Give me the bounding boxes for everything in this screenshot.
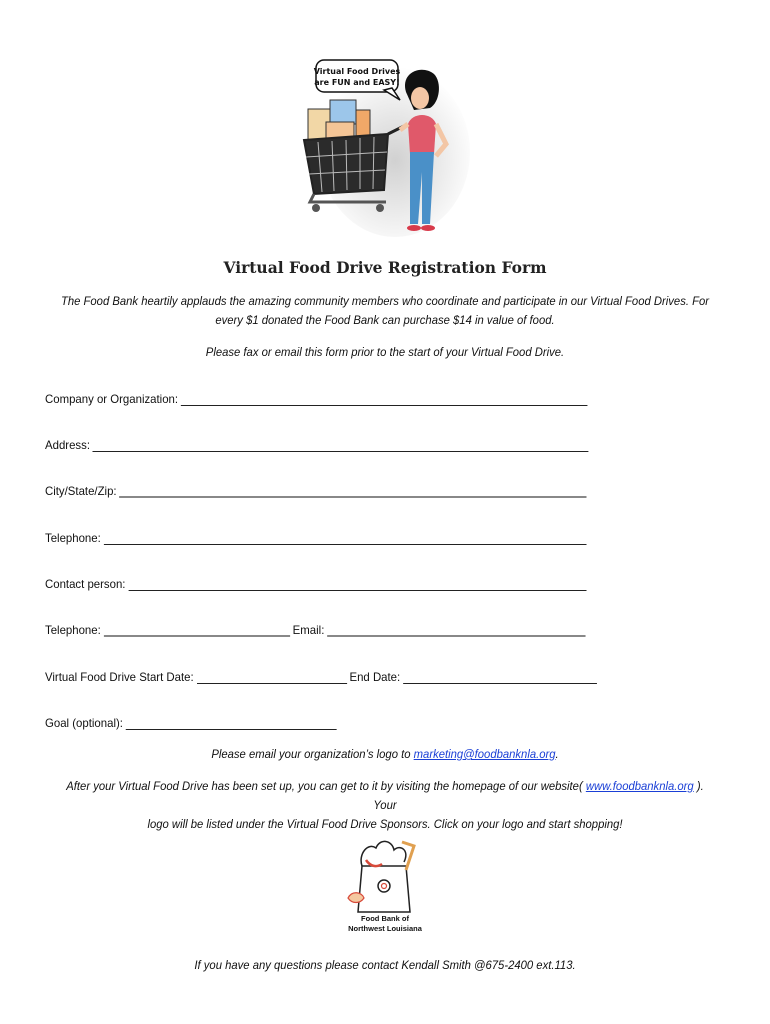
intro-paragraph <box>61 292 710 330</box>
end-date-input-line[interactable] <box>403 671 597 684</box>
address-input-line[interactable] <box>93 439 589 452</box>
telephone2-label: Telephone: <box>45 623 101 637</box>
company-field[interactable] <box>45 392 588 406</box>
email-input-line[interactable] <box>327 623 585 637</box>
website-note-line-1 <box>61 777 710 815</box>
website-link[interactable]: www.foodbanknla.org <box>585 779 694 793</box>
end-date-label: End Date: <box>349 670 401 684</box>
logo-note-suffix: . <box>555 747 559 761</box>
contact-person-label: Contact person: <box>45 577 126 591</box>
telephone-input-line[interactable] <box>104 532 587 545</box>
telephone-email-row <box>45 623 586 637</box>
company-input-line[interactable] <box>181 393 588 406</box>
virtual-food-drive-illustration <box>300 52 470 237</box>
form-title: Virtual Food Drive Registration Form <box>223 258 547 277</box>
svg-text:are FUN and EASY!: are FUN and EASY! <box>314 78 400 87</box>
address-field[interactable] <box>45 438 589 452</box>
marketing-email-link[interactable]: marketing@foodbanknla.org <box>413 747 556 761</box>
start-date-label: Virtual Food Drive Start Date: <box>45 670 194 684</box>
contact-note: If you have any questions please contact Kendall Smith @675-2400 ext.113. <box>194 958 576 972</box>
logo-line-2: Northwest Louisiana <box>348 923 422 933</box>
logo-note-prefix: Please email your organization’s logo to <box>211 747 414 761</box>
intro-line-1: The Food Bank heartily applauds the amazing community members who coordinate and participate in our Virtual Food Drives. For <box>60 294 710 308</box>
svg-text:Virtual Food Drives: Virtual Food Drives <box>313 67 401 76</box>
email-label: Email: <box>292 623 325 637</box>
city-state-zip-field[interactable] <box>45 484 587 498</box>
website-note-prefix: After your Virtual Food Drive has been set up, you can get to it by visiting the homepage of our website( <box>66 779 586 793</box>
goal-label: Goal (optional): <box>45 716 123 730</box>
address-label: Address: <box>45 438 90 452</box>
website-note <box>61 777 710 834</box>
logo-line-1: Food Bank of <box>361 914 409 923</box>
goal-input-line[interactable] <box>126 717 337 730</box>
contact-person-input-line[interactable] <box>128 578 586 591</box>
goal-field[interactable] <box>45 716 337 730</box>
contact-person-field[interactable] <box>45 577 586 591</box>
city-state-zip-input-line[interactable] <box>119 484 586 498</box>
website-note-suffix: ). Your <box>373 779 704 812</box>
intro-line-2: every $1 donated the Food Bank can purchase $14 in value of food. <box>215 313 555 327</box>
start-date-input-line[interactable] <box>197 671 347 684</box>
instruction-text: Please fax or email this form prior to the start of your Virtual Food Drive. <box>205 345 565 359</box>
shopping-cart-woman-icon <box>300 52 470 237</box>
grocery-bag-icon <box>340 836 430 916</box>
telephone-field[interactable] <box>45 531 586 545</box>
company-label: Company or Organization: <box>45 392 179 406</box>
city-state-zip-label: City/State/Zip: <box>45 484 117 498</box>
website-note-line-2: logo will be listed under the Virtual Food Drive Sponsors. Click on your logo and start shopping! <box>147 817 623 831</box>
logo-email-note <box>61 745 710 764</box>
telephone2-input-line[interactable] <box>104 623 290 637</box>
telephone-label: Telephone: <box>45 531 101 545</box>
date-row <box>45 670 597 684</box>
food-bank-logo-text <box>320 914 450 933</box>
